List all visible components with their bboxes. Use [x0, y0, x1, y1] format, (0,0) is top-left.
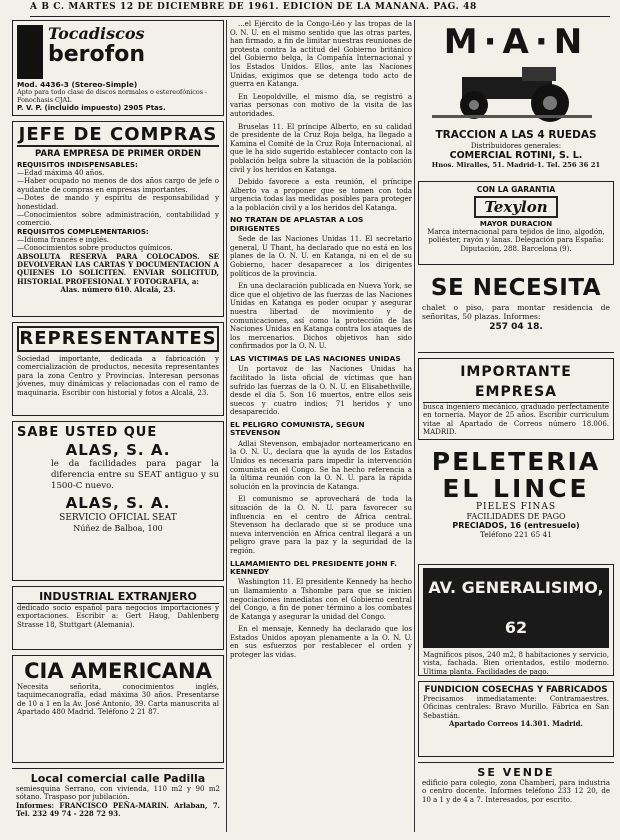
man-traccion: TRACCION A LAS 4 RUEDAS	[435, 129, 597, 141]
article-heading: NO TRATAN DE APLASTAR A LOS DIRIGENTES	[230, 215, 364, 233]
article-paragraph: Adlai Stevenson, embajador norteamericano en la O. N. U., declara que la ayuda de los Estados Unidos es necesaria para impedir la intervención comunista en el Congo. Se ha hecho referencia a la última reunión con la O. N. U. para la rápida solución en la provincia de Katanga.	[230, 439, 412, 491]
jefe-req-0: —Edad máxima 40 años.	[17, 169, 105, 177]
industrial-body: dedicado socio español para negocios importaciones y exportaciones. Escribir a: Gert Haug, Dahlenberg Strasse 18, Stuttgart (Alemania).	[17, 604, 219, 629]
article-paragraph: En Leopoldville, el mismo día, se registró a varias personas con motivo de la visita de las autoridades.	[230, 92, 412, 118]
fabrica-body: Precisamos inmediatamente: Contramaestres. Oficinas centrales: Bravo Murillo. Fábrica en San Sebastián.	[423, 695, 609, 720]
article-paragraph: Bruselas 11. El príncipe Alberto, en su calidad de presidente de la Cruz Roja belga, ha llegado a Kamina el Comité de la Cruz Roja Internacional, al que le ha sido sugerido establecer contacto con la población belga sobre la situación de la población civil y los heridos en Katanga.	[230, 122, 412, 174]
peleteria-pieles: PIELES FINAS	[475, 502, 557, 512]
texylon-guarantee: CON LA GARANTIA	[476, 185, 556, 194]
alas-service: SERVICIO OFICIAL SEAT	[59, 513, 177, 523]
local-contact: Informes: FRANCISCO PEÑA-MARIN. Arlaban, 7. Tel. 232 49 74 - 228 72 93.	[16, 800, 220, 819]
cia-body: Necesita señorita, conocimientos inglés, taquimecanografía, edad máxima 30 años. Presentarse de 10 a 1 en la Av. José Antonio, 39. Carta manuscrita al Apartado 480 Madrid. Teléfono 2 21 87.	[17, 683, 219, 717]
jefe-address: Alas. número 610. Alcalá, 23.	[60, 285, 176, 295]
article-paragraph: En el mensaje, Kennedy ha declarado que los Estados Unidos apoyan plenamente a la O. N. U. en sus esfuerzos por restablecer el orden y proteger las vidas.	[230, 625, 412, 660]
jefe-comp-title: REQUISITOS COMPLEMENTARIOS:	[17, 227, 149, 236]
jefe-body: ABSOLUTA RESERVA PARA COLOCADOS. SE DEVOLVERAN LAS CARTAS Y DOCUMENTACION A QUIENES LO SOLICITEN. ENVIAR SOLICITUD, HISTORIAL PROFESIONAL Y FOTOGRAFIA, a:	[17, 251, 219, 286]
article-paragraph: Sede de las Naciones Unidas 11. El secretario general, U Thant, ha declarado que no está en los planes de la O. N. U. en Katanga, ni en el de su Gobierno, hacer desaparecer a los dirigentes políticos de la provincia.	[230, 235, 412, 278]
tocadiscos-title: Tocadiscos	[48, 24, 145, 43]
local-title: Local comercial calle Padilla	[30, 772, 206, 785]
representantes-body: Sociedad importante, dedicada a fabricación y comercialización de productos, necesita representantes para la zona Centro y Provincias. Interesan personas jóvenes, muy dinámicas y relacionadas con el ramo de maquinaria. Escribir con historial y fotos a Alcalá, 23.	[17, 355, 219, 397]
alas-address: Núñez de Balboa, 100	[73, 524, 163, 533]
jefe-comp-0: —Idioma francés e inglés.	[17, 235, 110, 244]
texylon-retail: MAYOR DURACION	[479, 220, 553, 228]
peleteria-facilidades: FACILIDADES DE PAGO	[466, 512, 566, 521]
peleteria-address: PRECIADOS, 16 (entresuelo)	[452, 521, 580, 530]
importante-empresa-ad	[418, 358, 614, 440]
alas-ad	[12, 421, 224, 581]
tocadiscos-price: P. V. P. (incluido impuesto) 2905 Ptas.	[17, 104, 166, 113]
masthead: A B C. MARTES 12 DE DICIEMBRE DE 1961. EDICION DE LA MAÑANA. PAG. 48	[30, 2, 610, 17]
se-necesita-title: SE NECESITA	[430, 275, 602, 301]
generalisimo-ad	[418, 564, 614, 676]
generalisimo-title: AV. GENERALISIMO, 62	[423, 568, 609, 648]
peleteria-ad	[418, 445, 614, 559]
alas-question: SABE USTED QUE	[17, 425, 158, 440]
article-paragraph: Debido favorece a esta reunión, el príncipe Alberto va a proponer que se tomen con toda urgencia todas las medidas posibles para proteger a la población civil y a los heridos del Katanga.	[230, 178, 412, 212]
berofon-mark	[17, 25, 43, 79]
peleteria-line2: EL LINCE	[442, 474, 590, 503]
cia-title: CIA AMERICANA	[24, 659, 212, 683]
article-paragraph: En una declaración publicada en Nueva York, se dice que el objetivo de las fuerzas de las Naciones Unidas en Katanga es poder ocupar y asegurar nuestra libertad de movimiento y de comunicaciones, así como la protección de las Naciones Unidas en Katanga contra los ataques de los mercenarios. Dichos objetivos han sido confirmados por la O. N. U.	[230, 282, 412, 351]
tocadiscos-ad	[12, 20, 224, 116]
generalisimo-body: Magníficos pisos, 240 m2, 8 habitaciones y servicio, vista, fachada. Bien orientados, estilo moderno. Ultima planta. Facilidades de pago.	[423, 651, 609, 676]
tocadiscos-model: Mod. 4436-3 (Stereo-Simple)	[17, 80, 138, 89]
article-paragraph: ...el Ejército de la Congo-Léo y las tropas de la O. N. U. en el mismo sentido que las otras partes, han firmado, a fin de limitar nuestras reuniones de protesta contra la actitud del Gobierno británico del Gobierno belga, la Compañía Internacional y los Estados Unidos. Ellos, ante las Naciones Unidas, exigimos que se detenga todo acto de guerra en Katanga.	[230, 20, 412, 89]
peleteria-line1: PELETERIA	[431, 447, 601, 476]
importante-title: IMPORTANTE EMPRESA	[423, 362, 609, 403]
article-paragraph: El comunismo se aprovechará de toda la situación de la O. N. U. para favorecer su influencia en el centro de Africa central. Stevenson ha declarado que si se produce una nueva intervención en Africa central llegará a un peligro grave para la paz y la seguridad de la región.	[230, 495, 412, 555]
se-vende-body: edificio para colegio, zona Chamberí, para industria o centro docente. Informes teléfono 233 12 20, de 10 a 1 y de 4 a 7. Interesados, por escrito.	[422, 779, 610, 804]
industrial-title: INDUSTRIAL EXTRANJERO	[17, 590, 219, 604]
tocadiscos-desc: Apto para todo clase de discos normales o estereofónicos - Fonochasis CJAL	[17, 88, 208, 104]
berofon-brand: berofon	[48, 42, 145, 67]
alas-name-2: ALAS, S. A.	[65, 494, 171, 512]
article-paragraph: Washington 11. El presidente Kennedy ha hecho un llamamiento a Tshombe para que se inicien negociaciones inmediatas con el Gobierno central del Congo, a fin de poner término a los combates de Katanga y asegurar la unidad del Congo.	[230, 578, 412, 621]
representantes-title: REPRESENTANTES	[17, 326, 219, 352]
tractor-image	[422, 63, 602, 123]
se-vende-ad	[418, 762, 614, 825]
peleteria-phone: Teléfono 221 65 41	[480, 530, 552, 539]
texylon-body: Marca internacional para tejidos de lino, algodón, poliéster, rayón y lanas. Delegación para España: Diputación, 288. Barcelona (9).	[427, 228, 605, 253]
article-paragraph: Un portavoz de las Naciones Unidas ha facilitado la lista oficial de víctimas que han sufrido las fuerzas de la O. N. U. en Elisabethville, desde el día 5. Son 16 muertos, entre ellos seis suecos y cuatro indios; 71 heridos y uno desaparecido.	[230, 365, 412, 417]
texylon-logo: Texylon	[474, 196, 558, 218]
cia-americana-ad	[12, 655, 224, 763]
article-heading: EL PELIGRO COMUNISTA, SEGUN STEVENSON	[230, 419, 365, 438]
se-necesita-body: chalet o piso, para montar residencia de señoritas, 50 plazas. Informes:	[422, 303, 610, 322]
column-rule	[226, 20, 227, 832]
jefe-comp-1: —Conocimientos sobre productos químicos.	[17, 244, 173, 253]
jefe-subtitle: PARA EMPRESA DE PRIMER ORDEN	[35, 149, 201, 159]
alas-name-1: ALAS, S. A.	[65, 441, 171, 459]
man-ad	[418, 20, 614, 176]
industrial-ad	[12, 586, 224, 650]
fabrica-apartado: Apartado Correos 14.301. Madrid.	[449, 719, 583, 729]
man-address: Hnos. Miralles, 51. Madrid-1. Tel. 256 36 21	[431, 161, 601, 169]
jefe-compras-ad	[12, 121, 224, 317]
right-ads-column	[418, 20, 614, 836]
jefe-title: JEFE DE COMPRAS	[18, 124, 218, 145]
man-company: COMERCIAL ROTINI, S. L.	[449, 150, 583, 161]
man-distributors: Distribuidores generales:	[470, 142, 562, 150]
texylon-ad	[418, 181, 614, 265]
fabrica-title: FUNDICION COSECHAS Y FABRICADOS	[424, 685, 608, 695]
jefe-req-3: —Conocimientos sobre administración, contabilidad y comercio.	[17, 211, 219, 228]
jefe-req-title: REQUISITOS INDISPENSABLES:	[17, 161, 138, 169]
fabrica-ad	[418, 681, 614, 757]
left-ads-column	[12, 20, 224, 836]
representantes-ad	[12, 322, 224, 416]
jefe-req-2: —Dotes de mando y espíritu de responsabilidad y honestidad.	[17, 194, 219, 211]
article-heading: LAS VICTIMAS DE LAS NACIONES UNIDAS	[230, 354, 401, 363]
article-column	[230, 20, 412, 836]
local-body: semiesquina Serrano, con vivienda, 110 m2 y 90 m2 sótano. Traspaso por jubilación.	[16, 785, 220, 802]
importante-body: busca ingeniero mecánico, graduado perfectamente en tornería. Mayor de 25 años. Escribir curriculum vitae al Apartado de Correos número 18.006. MADRID.	[423, 403, 609, 437]
se-vende-title: SE VENDE	[477, 766, 555, 779]
se-necesita-phone: 257 04 18.	[489, 321, 543, 332]
alas-text: le da facilidades para pagar la diferencia entre su SEAT antiguo y su 1500-C nuevo.	[51, 459, 219, 491]
local-ad	[12, 768, 224, 831]
se-necesita-ad	[418, 270, 614, 353]
column-rule	[414, 20, 415, 832]
jefe-req-1: —Haber ocupado no menos de dos años cargo de jefe o ayudante de compras en empresas importantes.	[17, 177, 219, 194]
article-heading: LLAMAMIENTO DEL PRESIDENTE JOHN F. KENNEDY	[230, 558, 397, 576]
man-logo: M·A·N	[443, 22, 589, 62]
